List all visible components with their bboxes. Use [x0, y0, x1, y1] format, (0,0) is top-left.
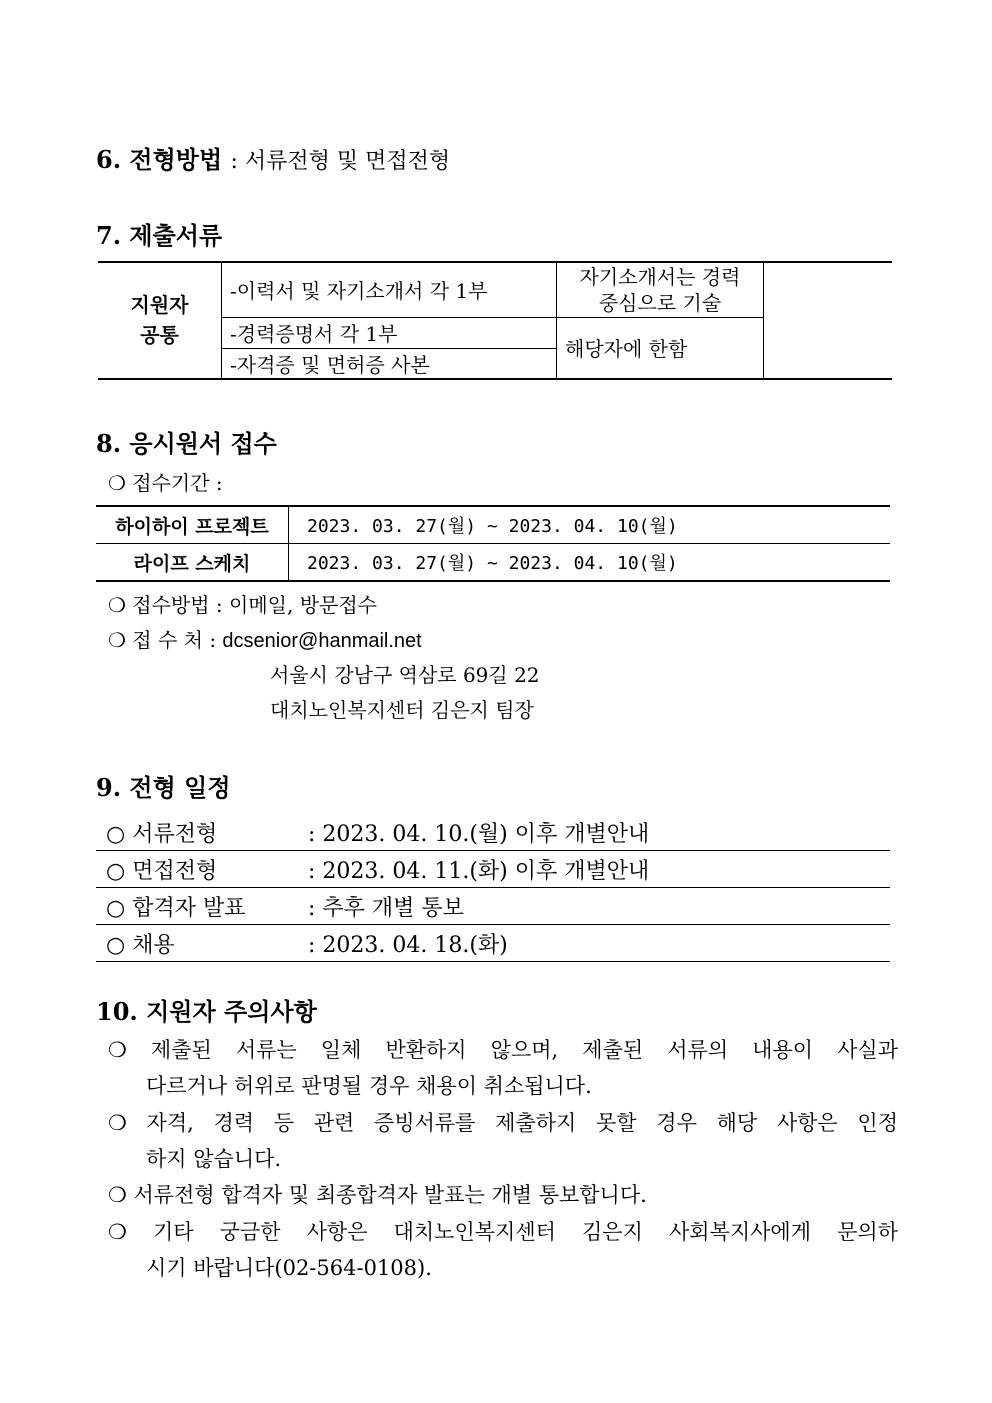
section-9-title: 9. 전형 일정 — [96, 773, 231, 802]
doc-item: -경력증명서 각 1부 — [222, 317, 557, 348]
label-line-1: 지원자 — [130, 293, 189, 318]
program-name: 하이하이 프로젝트 — [96, 506, 289, 544]
notice-item — [108, 1214, 898, 1286]
receipt-place-label: ❍ 접 수 처 : — [108, 628, 217, 652]
receipt-period-table — [96, 505, 890, 582]
notice-item — [108, 1105, 898, 1177]
schedule-item: ○ 합격자 발표 — [96, 888, 307, 925]
schedule-row — [96, 888, 890, 925]
empty-cell — [764, 262, 893, 379]
doc-item: -자격증 및 면허증 사본 — [222, 348, 557, 379]
section-6-heading — [96, 140, 450, 175]
schedule-row — [96, 925, 890, 962]
notice-line: 다르거나 허위로 판명될 경우 채용이 취소됩니다. — [146, 1074, 592, 1098]
contact-person: 대치노인복지센터 김은지 팀장 — [270, 698, 534, 722]
doc-item: -이력서 및 자기소개서 각 1부 — [222, 262, 557, 317]
schedule-item: ○ 서류전형 — [96, 814, 307, 851]
schedule-value: : 2023. 04. 11.(화) 이후 개별안내 — [307, 851, 890, 888]
section-8-title: 8. 응시원서 접수 — [96, 429, 277, 458]
doc-note — [557, 262, 764, 317]
notice-line: ❍ 제출된 서류는 일체 반환하지 않으며, 제출된 서류의 내용이 사실과 — [108, 1038, 898, 1062]
schedule-table — [96, 814, 890, 962]
schedule-value: : 2023. 04. 10.(월) 이후 개별안내 — [307, 814, 890, 851]
notice-line: ❍ 서류전형 합격자 및 최종합격자 발표는 개별 통보합니다. — [108, 1183, 647, 1207]
receipt-method: ❍ 접수방법 : 이메일, 방문접수 — [108, 593, 377, 617]
notice-line: 하지 않습니다. — [146, 1147, 282, 1171]
notice-item — [108, 1032, 898, 1104]
section-6-title: 6. 전형방법 — [96, 145, 223, 174]
schedule-item: ○ 면접전형 — [96, 851, 307, 888]
section-6-content: : 서류전형 및 면접전형 — [230, 149, 451, 174]
notice-line: ❍ 기타 궁금한 사항은 대치노인복지센터 김은지 사회복지사에게 문의하 — [108, 1220, 898, 1244]
receipt-period-label: ❍ 접수기간 : — [108, 471, 223, 495]
section-10-title: 10. 지원자 주의사항 — [96, 997, 317, 1026]
doc-note-line1: 자기소개서는 경력 — [579, 264, 741, 289]
doc-note-line2: 중심으로 기술 — [598, 290, 722, 315]
doc-note: 해당자에 한함 — [557, 317, 764, 379]
program-period: 2023. 03. 27(월) ~ 2023. 04. 10(월) — [289, 506, 891, 544]
schedule-row — [96, 851, 890, 888]
applicant-common-label — [98, 262, 222, 379]
notice-line: ❍ 자격, 경력 등 관련 증빙서류를 제출하지 못할 경우 해당 사항은 인정 — [108, 1111, 898, 1135]
schedule-value: : 2023. 04. 18.(화) — [307, 925, 890, 962]
program-period: 2023. 03. 27(월) ~ 2023. 04. 10(월) — [289, 544, 891, 582]
email-address: dcsenior@hanmail.net — [222, 630, 422, 652]
schedule-item: ○ 채용 — [96, 925, 307, 962]
label-line-2: 공통 — [140, 323, 179, 348]
schedule-value: : 추후 개별 통보 — [307, 888, 890, 925]
documents-table — [98, 261, 892, 380]
receipt-place-line — [108, 624, 422, 653]
address: 서울시 강남구 역삼로 69길 22 — [270, 663, 540, 687]
schedule-row — [96, 814, 890, 851]
section-7-title: 7. 제출서류 — [96, 221, 223, 250]
notice-line: 시기 바랍니다(02-564-0108). — [146, 1256, 432, 1280]
notice-item — [108, 1177, 898, 1213]
program-name: 라이프 스케치 — [96, 544, 289, 582]
